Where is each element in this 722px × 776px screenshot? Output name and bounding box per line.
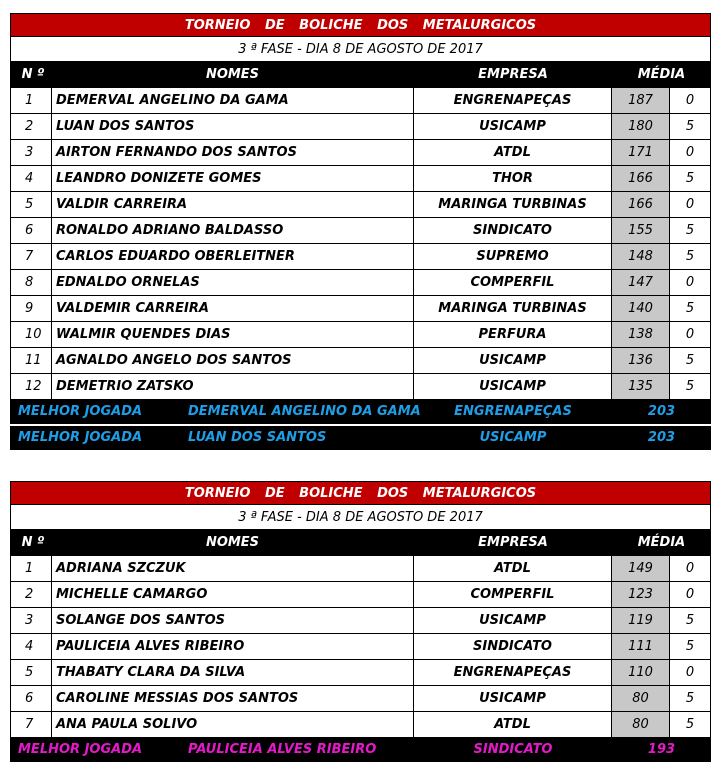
row-company: MARINGA TURBINAS	[414, 192, 612, 218]
row-extra: 5	[670, 348, 711, 374]
table-row	[10, 348, 711, 374]
best-play-name: LUAN DOS SANTOS	[188, 430, 327, 445]
row-extra: 5	[670, 712, 711, 738]
row-average: 180	[612, 114, 670, 140]
header-no: N º	[21, 67, 45, 82]
row-average: 148	[612, 244, 670, 270]
row-average: 80	[612, 686, 670, 712]
row-average: 171	[612, 140, 670, 166]
table-row	[10, 582, 711, 608]
best-play-score: 203	[647, 404, 676, 419]
best-play-company: SINDICATO	[473, 742, 553, 757]
row-extra: 5	[670, 114, 711, 140]
table-row	[10, 192, 711, 218]
best-play-label: MELHOR JOGADA	[18, 404, 143, 419]
row-number: 5	[10, 660, 51, 686]
row-average: 123	[612, 582, 670, 608]
row-name: EDNALDO ORNELAS	[51, 270, 414, 296]
row-company: PERFURA	[414, 322, 612, 348]
table-row	[10, 140, 711, 166]
row-company: ENGRENAPEÇAS	[414, 660, 612, 686]
row-number: 10	[10, 322, 51, 348]
row-company: THOR	[414, 166, 612, 192]
best-play-name: PAULICEIA ALVES RIBEIRO	[188, 742, 377, 757]
table-row	[10, 556, 711, 582]
row-average: 149	[612, 556, 670, 582]
row-number: 1	[10, 556, 51, 582]
row-company: USICAMP	[414, 686, 612, 712]
best-play-row	[10, 426, 711, 450]
row-extra: 5	[670, 166, 711, 192]
table-row	[10, 114, 711, 140]
row-company: ATDL	[414, 556, 612, 582]
row-number: 9	[10, 296, 51, 322]
header-nomes: NOMES	[205, 67, 260, 82]
table-row	[10, 686, 711, 712]
row-number: 7	[10, 244, 51, 270]
best-play-row	[10, 738, 711, 762]
row-name: VALDIR CARREIRA	[51, 192, 414, 218]
best-plays	[10, 400, 711, 450]
table-row	[10, 660, 711, 686]
best-play-company: USICAMP	[479, 430, 547, 445]
table-row	[10, 296, 711, 322]
row-extra: 5	[670, 634, 711, 660]
table-header	[10, 62, 711, 88]
row-company: ATDL	[414, 712, 612, 738]
row-name: LEANDRO DONIZETE GOMES	[51, 166, 414, 192]
row-average: 135	[612, 374, 670, 400]
header-empresa: EMPRESA	[478, 535, 548, 550]
row-extra: 0	[670, 140, 711, 166]
row-extra: 5	[670, 244, 711, 270]
best-plays	[10, 738, 711, 762]
table-row	[10, 608, 711, 634]
row-name: LUAN DOS SANTOS	[51, 114, 414, 140]
row-extra: 0	[670, 556, 711, 582]
header-media: MÉDIA	[637, 535, 686, 550]
row-name: ADRIANA SZCZUK	[51, 556, 414, 582]
header-empresa: EMPRESA	[478, 67, 548, 82]
table-row	[10, 244, 711, 270]
best-play-row	[10, 400, 711, 424]
row-name: WALMIR QUENDES DIAS	[51, 322, 414, 348]
row-company: USICAMP	[414, 608, 612, 634]
row-average: 119	[612, 608, 670, 634]
table-body	[10, 88, 711, 400]
row-average: 147	[612, 270, 670, 296]
row-number: 5	[10, 192, 51, 218]
row-extra: 5	[670, 218, 711, 244]
table-row	[10, 322, 711, 348]
row-extra: 5	[670, 608, 711, 634]
row-number: 3	[10, 608, 51, 634]
best-play-score: 203	[647, 430, 676, 445]
row-name: DEMERVAL ANGELINO DA GAMA	[51, 88, 414, 114]
results-table-2	[10, 481, 711, 762]
best-play-score: 193	[647, 742, 676, 757]
best-play-company: ENGRENAPEÇAS	[454, 404, 572, 419]
row-company: COMPERFIL	[414, 582, 612, 608]
row-name: CARLOS EDUARDO OBERLEITNER	[51, 244, 414, 270]
row-name: PAULICEIA ALVES RIBEIRO	[51, 634, 414, 660]
row-name: DEMETRIO ZATSKO	[51, 374, 414, 400]
row-number: 1	[10, 88, 51, 114]
table-row	[10, 270, 711, 296]
row-name: VALDEMIR CARREIRA	[51, 296, 414, 322]
header-no: N º	[21, 535, 45, 550]
row-extra: 0	[670, 582, 711, 608]
row-name: AGNALDO ANGELO DOS SANTOS	[51, 348, 414, 374]
row-number: 8	[10, 270, 51, 296]
row-name: RONALDO ADRIANO BALDASSO	[51, 218, 414, 244]
table-row	[10, 712, 711, 738]
row-extra: 0	[670, 192, 711, 218]
row-number: 7	[10, 712, 51, 738]
row-extra: 5	[670, 296, 711, 322]
table-row	[10, 218, 711, 244]
row-company: COMPERFIL	[414, 270, 612, 296]
header-media: MÉDIA	[637, 67, 686, 82]
header-nomes: NOMES	[205, 535, 260, 550]
row-company: USICAMP	[414, 348, 612, 374]
row-average: 110	[612, 660, 670, 686]
row-extra: 0	[670, 660, 711, 686]
row-average: 138	[612, 322, 670, 348]
row-company: ENGRENAPEÇAS	[414, 88, 612, 114]
row-extra: 0	[670, 270, 711, 296]
row-name: ANA PAULA SOLIVO	[51, 712, 414, 738]
row-number: 6	[10, 686, 51, 712]
row-average: 166	[612, 192, 670, 218]
row-average: 111	[612, 634, 670, 660]
row-average: 140	[612, 296, 670, 322]
row-company: USICAMP	[414, 374, 612, 400]
best-play-name: DEMERVAL ANGELINO DA GAMA	[188, 404, 421, 419]
table-row	[10, 374, 711, 400]
row-number: 4	[10, 634, 51, 660]
table-subtitle: 3 ª FASE - DIA 8 DE AGOSTO DE 2017	[10, 505, 711, 530]
row-company: SUPREMO	[414, 244, 612, 270]
row-number: 2	[10, 582, 51, 608]
row-name: SOLANGE DOS SANTOS	[51, 608, 414, 634]
row-number: 11	[10, 348, 51, 374]
row-extra: 0	[670, 88, 711, 114]
row-name: CAROLINE MESSIAS DOS SANTOS	[51, 686, 414, 712]
row-company: USICAMP	[414, 114, 612, 140]
results-table-1	[10, 13, 711, 450]
row-number: 3	[10, 140, 51, 166]
row-company: SINDICATO	[414, 634, 612, 660]
table-row	[10, 88, 711, 114]
table-body	[10, 556, 711, 738]
row-extra: 5	[670, 374, 711, 400]
row-number: 6	[10, 218, 51, 244]
row-average: 155	[612, 218, 670, 244]
row-average: 136	[612, 348, 670, 374]
row-average: 166	[612, 166, 670, 192]
row-company: MARINGA TURBINAS	[414, 296, 612, 322]
row-company: ATDL	[414, 140, 612, 166]
row-average: 187	[612, 88, 670, 114]
row-extra: 5	[670, 686, 711, 712]
best-play-label: MELHOR JOGADA	[18, 430, 143, 445]
table-header	[10, 530, 711, 556]
table-row	[10, 166, 711, 192]
table-subtitle: 3 ª FASE - DIA 8 DE AGOSTO DE 2017	[10, 37, 711, 62]
row-name: THABATY CLARA DA SILVA	[51, 660, 414, 686]
row-name: MICHELLE CAMARGO	[51, 582, 414, 608]
row-number: 2	[10, 114, 51, 140]
best-play-label: MELHOR JOGADA	[18, 742, 143, 757]
row-number: 4	[10, 166, 51, 192]
table-title: TORNEIO DE BOLICHE DOS METALURGICOS	[10, 13, 711, 37]
row-average: 80	[612, 712, 670, 738]
row-name: AIRTON FERNANDO DOS SANTOS	[51, 140, 414, 166]
table-title: TORNEIO DE BOLICHE DOS METALURGICOS	[10, 481, 711, 505]
row-company: SINDICATO	[414, 218, 612, 244]
table-row	[10, 634, 711, 660]
row-number: 12	[10, 374, 51, 400]
row-extra: 0	[670, 322, 711, 348]
